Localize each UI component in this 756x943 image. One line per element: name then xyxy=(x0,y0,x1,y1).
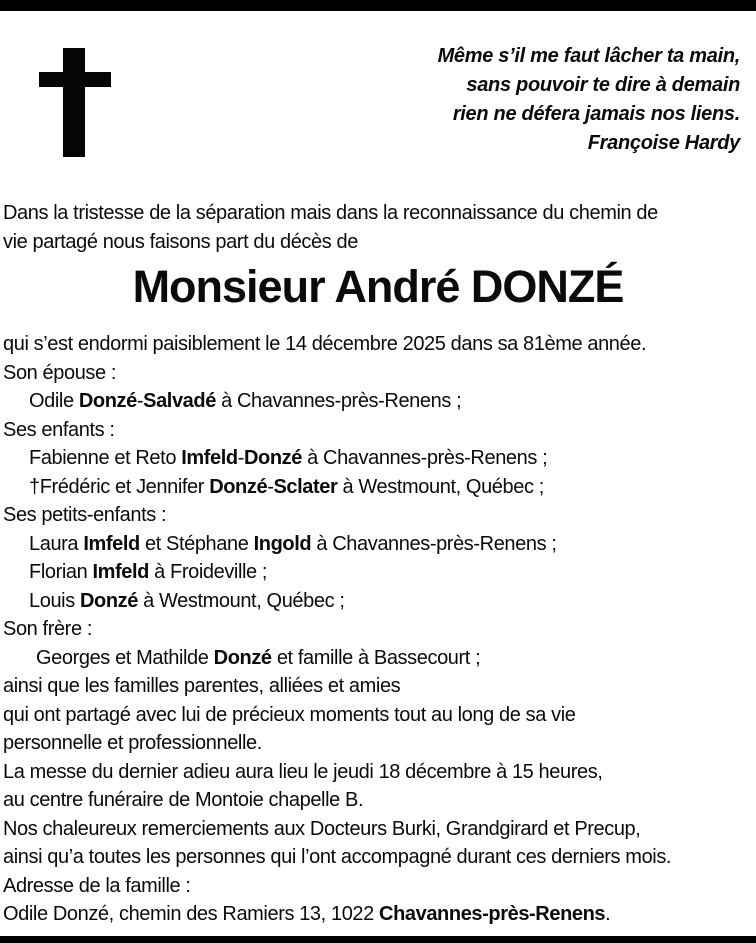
top-border-bar xyxy=(0,0,756,11)
notice-line xyxy=(3,786,756,815)
notice-line xyxy=(3,644,756,673)
notice-line xyxy=(3,330,756,359)
family-name-bold: Sclater xyxy=(273,475,338,498)
notice-line xyxy=(3,701,756,730)
deceased-name-title: Monsieur André DONZÉ xyxy=(132,261,624,312)
notice-text: Ses enfants : xyxy=(3,418,115,441)
notice-text: et famille à Bassecourt ; xyxy=(271,646,481,669)
notice-line xyxy=(3,872,756,901)
notice-text: qui ont partagé avec lui de précieux moments tout au long de sa vie xyxy=(3,703,576,726)
notice-text: Florian xyxy=(29,561,93,583)
notice-text: Odile Donzé, chemin des Ramiers 13, 1022 xyxy=(3,903,380,925)
intro-line: vie partagé nous faisons part du décès de xyxy=(3,230,358,253)
notice-line xyxy=(3,416,756,445)
notice-line xyxy=(3,815,756,844)
family-name-bold: Donzé xyxy=(78,390,137,412)
announcement-intro xyxy=(3,199,658,256)
notice-line xyxy=(3,387,756,416)
notice-line xyxy=(3,843,756,872)
latin-cross-icon xyxy=(39,48,111,157)
family-name-bold: Ingold xyxy=(253,532,312,555)
notice-text: Nos chaleureux remerciements aux Docteurs Burki, Grandgirard et Precup, xyxy=(3,817,641,840)
notice-line xyxy=(3,501,756,530)
notice-text: à Westmount, Québec ; xyxy=(138,589,345,612)
family-name-bold: Donzé xyxy=(79,589,138,612)
notice-line xyxy=(3,900,756,929)
notice-text: Odile xyxy=(29,390,79,412)
family-name-bold: Imfeld xyxy=(83,532,140,555)
intro-line: Dans la tristesse de la séparation mais dans la reconnaissance du chemin de xyxy=(3,202,658,224)
notice-text: à Chavannes-près-Renens ; xyxy=(311,532,557,555)
notice-text: La messe du dernier adieu aura lieu le jeudi 18 décembre à 15 heures, xyxy=(3,760,603,783)
family-name-bold: Imfeld xyxy=(181,447,238,469)
notice-line xyxy=(3,672,756,701)
notice-text: ainsi que les familles parentes, alliées et amies xyxy=(3,675,401,697)
notice-body xyxy=(3,330,756,929)
notice-text: Son frère : xyxy=(3,618,92,640)
family-name-bold: Imfeld xyxy=(92,561,149,583)
notice-line xyxy=(3,473,756,502)
notice-text: ainsi qu’a toutes les personnes qui l’ont accompagné durant ces derniers mois. xyxy=(3,846,672,868)
notice-text: personnelle et professionnelle. xyxy=(3,732,262,754)
cross-vertical-beam xyxy=(63,48,85,157)
family-name-bold: Donzé xyxy=(209,475,268,498)
notice-line xyxy=(3,615,756,644)
notice-text: Adresse de la famille : xyxy=(3,874,191,897)
quote-attribution: Françoise Hardy xyxy=(587,132,740,154)
notice-text: à Froideville ; xyxy=(149,561,268,583)
notice-line xyxy=(3,558,756,587)
notice-text: - xyxy=(237,447,244,469)
notice-text: - xyxy=(136,390,144,412)
notice-text: qui s’est endormi paisiblement le 14 décembre 2025 dans sa 81ème année. xyxy=(3,333,647,355)
family-name-bold: Chavannes-près-Renens xyxy=(379,903,606,925)
quote-line: Même s’il me faut lâcher ta main, xyxy=(437,45,740,67)
quote-line: rien ne défera jamais nos liens. xyxy=(452,103,740,125)
notice-text: Son épouse : xyxy=(3,361,117,384)
notice-line xyxy=(3,359,756,388)
notice-text: Louis xyxy=(29,589,80,612)
notice-text: à Westmount, Québec ; xyxy=(337,475,544,498)
cross-horizontal-beam xyxy=(39,72,111,87)
notice-line xyxy=(3,758,756,787)
notice-text: Laura xyxy=(29,532,84,555)
notice-text: et Stéphane xyxy=(139,532,254,555)
bottom-border-bar xyxy=(0,936,756,943)
notice-text: Ses petits-enfants : xyxy=(3,504,167,526)
notice-text: †Frédéric et Jennifer xyxy=(29,475,210,498)
family-name-bold: Donzé xyxy=(213,646,272,669)
notice-text: Fabienne et Reto xyxy=(29,447,182,469)
notice-line xyxy=(3,444,756,473)
notice-line xyxy=(3,729,756,758)
notice-text: à Chavannes-près-Renens ; xyxy=(215,390,462,412)
notice-line xyxy=(3,530,756,559)
notice-text: à Chavannes-près-Renens ; xyxy=(301,447,548,469)
notice-text: Georges et Mathilde xyxy=(36,646,214,669)
family-name-bold: Donzé xyxy=(243,447,302,469)
notice-line xyxy=(3,587,756,616)
notice-text: . xyxy=(605,903,611,925)
notice-text: - xyxy=(267,475,274,498)
notice-text: au centre funéraire de Montoie chapelle B. xyxy=(3,789,364,811)
family-name-bold: Salvadé xyxy=(143,390,216,412)
memorial-quote xyxy=(438,42,740,158)
quote-line: sans pouvoir te dire à demain xyxy=(466,74,740,96)
